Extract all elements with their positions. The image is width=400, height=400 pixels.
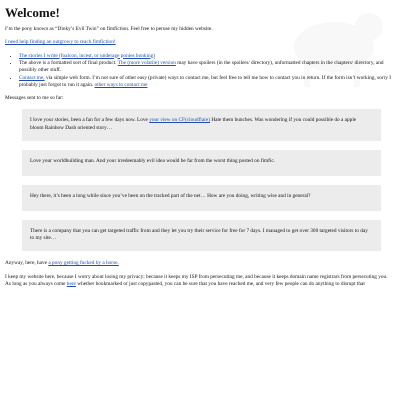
anyway-pre-text: Anyway, here, have [5,259,48,266]
other-contact-link[interactable]: other ways to contact me [94,82,148,89]
help-link[interactable]: I need help finding an outgrowy to reach fimfiction! [5,39,116,46]
message-box [22,109,381,140]
formatted-post-text: may have spoilers (in the spoilers/ directory), unformatted chapters in the chapters/ directory, and possibly other stuff. [19,60,384,74]
pony-image-link[interactable]: a pony getting fucked by a horse. [48,259,119,266]
message-1-post: Hate them bunches. Was wondering if you could possible do a apple bloom Rainbow Dash oriented story… [30,117,357,131]
message-1-pre: I love your stories, been a fan for a few days now. Love [30,117,148,124]
stories-link[interactable]: The stories I write (foalcon, incest, or underage ponies bonking) [19,52,156,59]
contact-link[interactable]: Contact me, [19,75,45,81]
final-pre-text: I keep my website here, because I worry about losing my privacy; because it keeps my ISP from persecuting me, and because it keeps domain name registrars from persecuting you. As long as you always come [5,274,388,288]
message-4-text: There is a company that you can get targeted traffic from and they let you try their service for free for 7 days. I managed to get over 300 targeted visitors to day to my site… [30,227,368,241]
list-item-stories [19,53,393,60]
here-link[interactable]: here [66,281,76,288]
list-item-formatted [19,60,393,74]
message-box [22,185,381,211]
help-paragraph [5,39,393,46]
anyway-paragraph [5,260,393,267]
message-box [22,220,381,251]
final-post-text: whether bookmarked or just copypasted, you can be sure that you have reached me, and very few people can do anything to disrupt that [77,281,365,288]
messages-heading: Messages sent to me so far: [5,95,64,102]
final-paragraph [5,274,393,288]
volatile-version-link[interactable]: The (more volatile) version [117,60,176,67]
list-item-contact [19,75,393,89]
intro-text: I’m the pony known as “Dinky’s Evil Twin” on fimfiction. Feel free to peruse my hidden website. [5,26,213,33]
contact-text: via simple web form. I’m not sure of other easy (private) ways to contact me, but feel free to tell me how to contact you in return. If the form isn’t working, sorry I probably just forgot to run it again. [19,75,392,89]
formatted-pre-text: The above is a formatted sort of final product. [19,60,117,67]
message-3-text: Hey there, it’s been a long while since you’ve been on the tracked part of the net… How are you doing, writing wise and in general? [30,192,311,199]
message-2-text: Love your worldbuilding man. And your irredeemably evil idea would be far from the worst thing posted on fimfic. [30,157,276,164]
cloudflare-link[interactable]: your view on CF(cloudflare) [149,117,211,124]
page-title: Welcome! [5,5,60,20]
link-list [5,53,393,90]
message-box [22,150,381,176]
page-content [5,6,393,288]
